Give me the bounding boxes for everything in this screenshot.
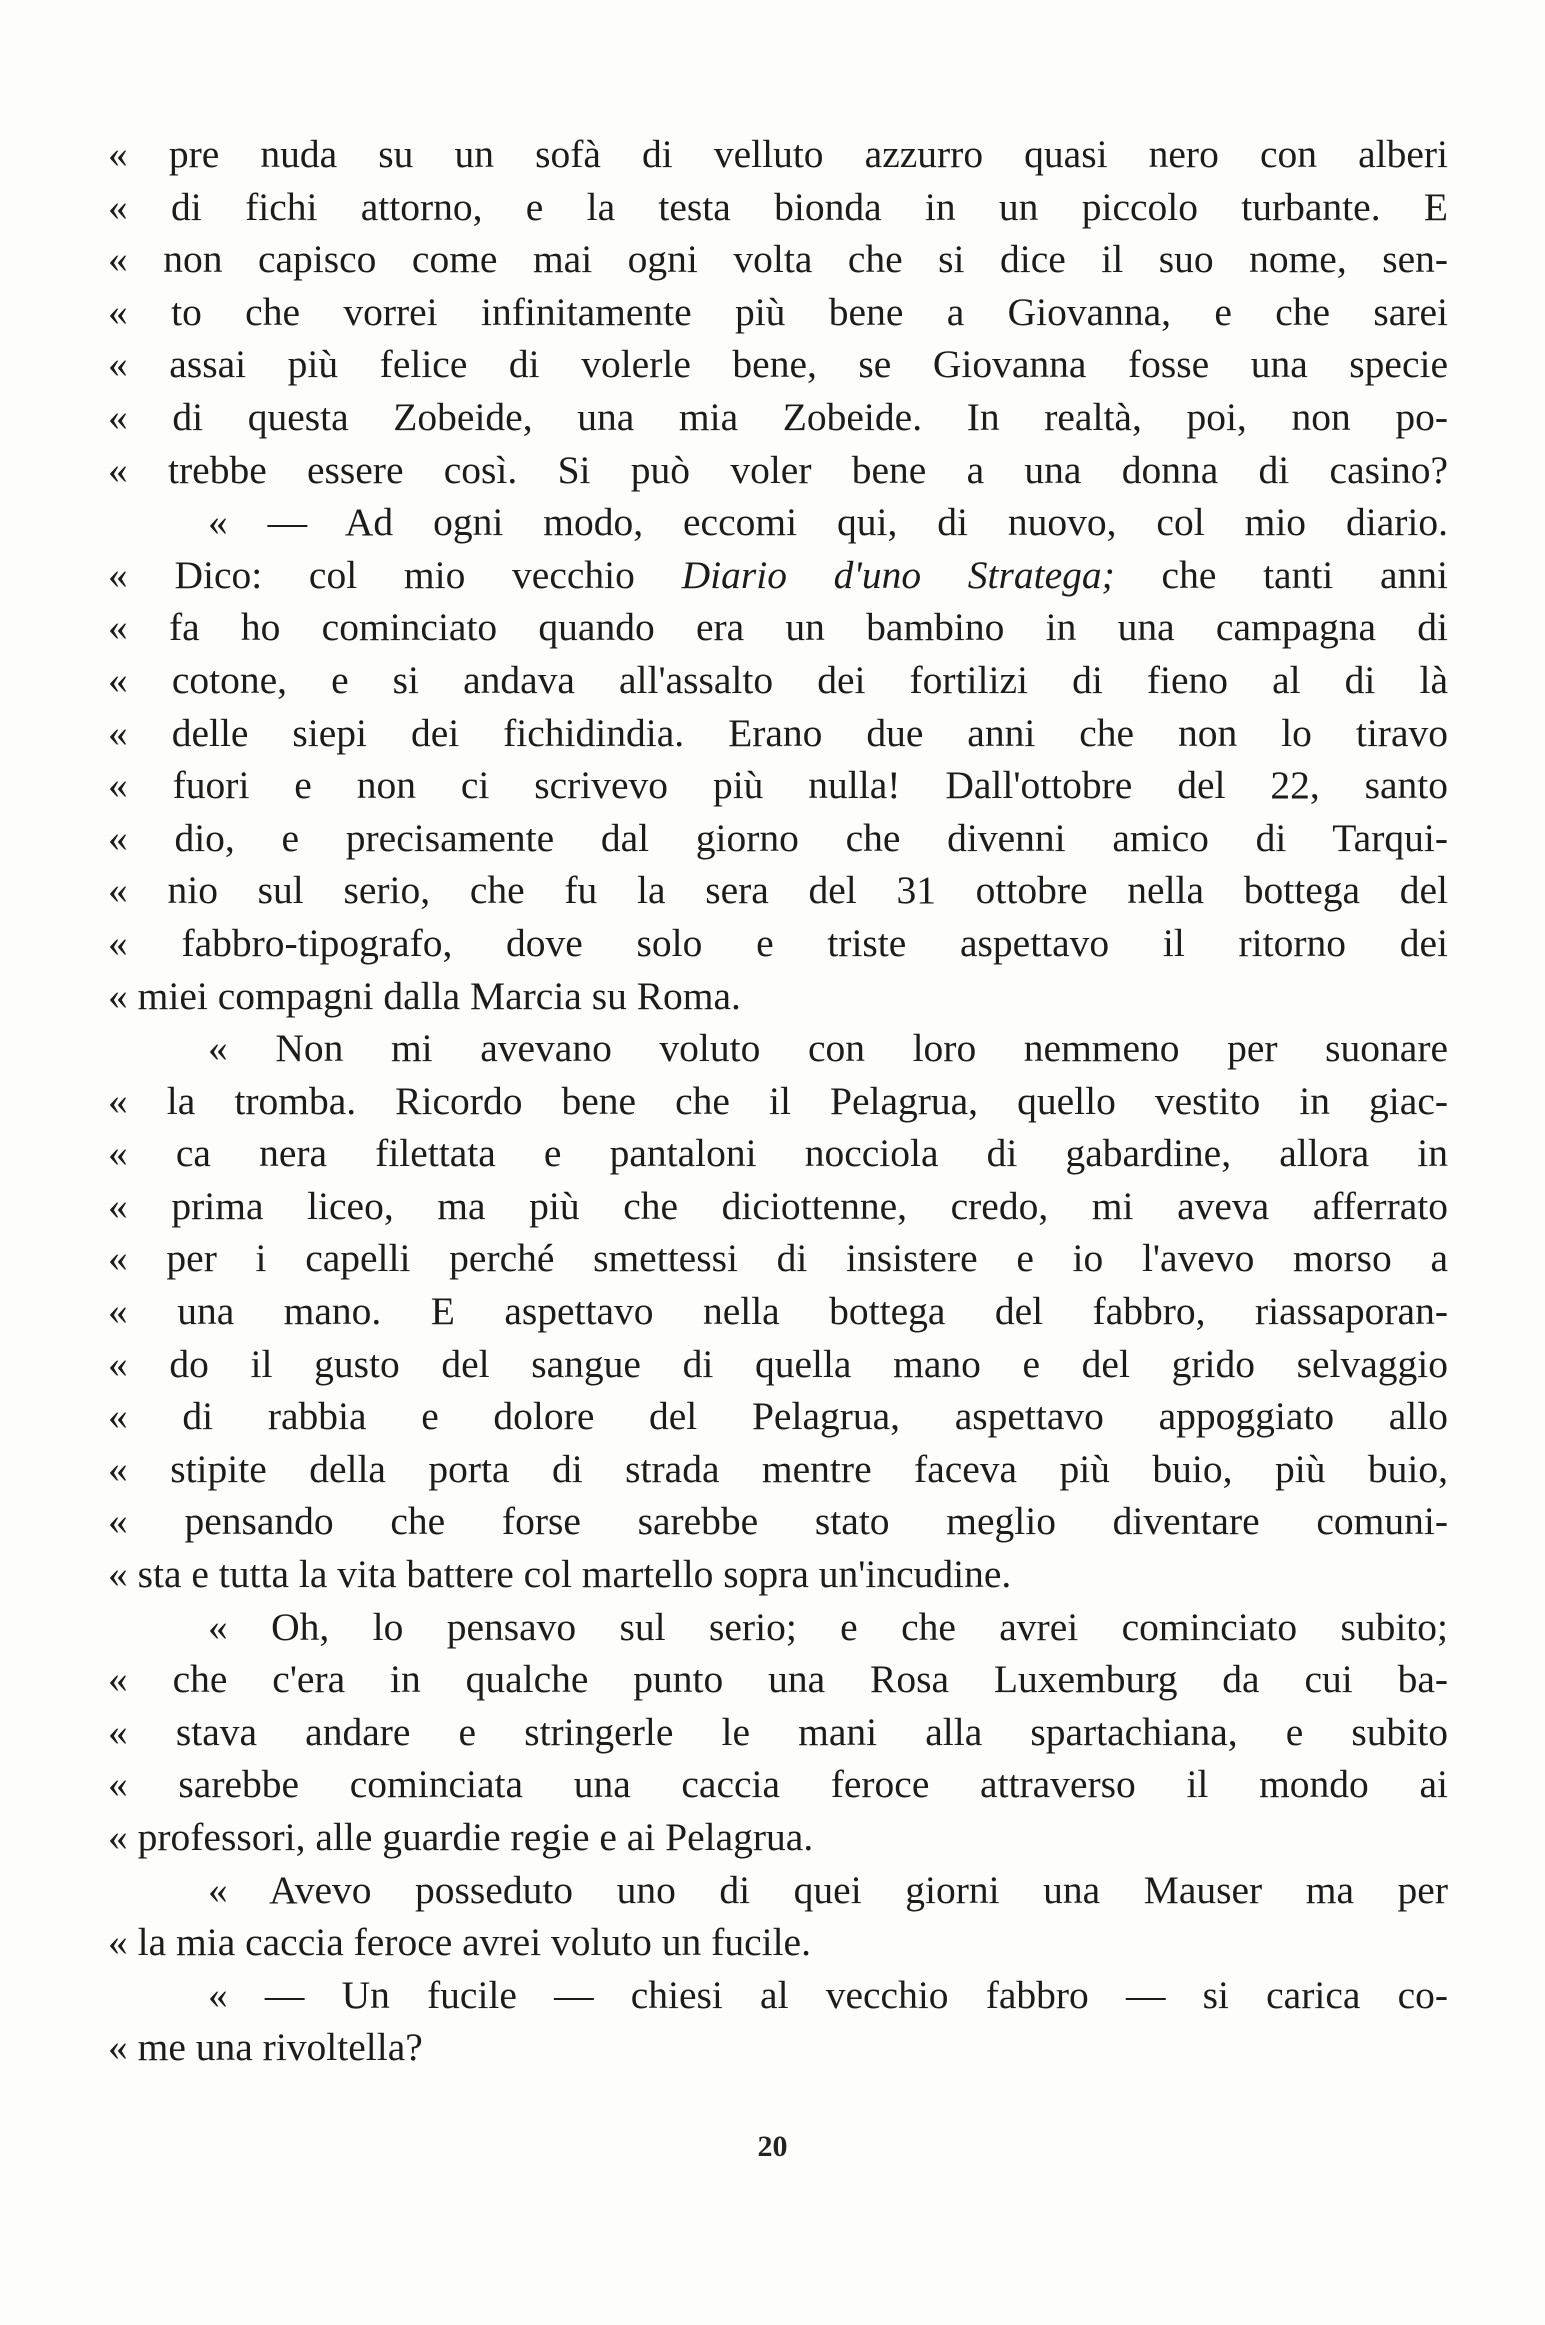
text-line: « fabbro-tipografo, dove solo e triste aspettavo il ritorno dei [108, 920, 1448, 965]
text-line: « miei compagni dalla Marcia su Roma. [108, 973, 741, 1018]
text-line: « fa ho cominciato quando era un bambino in una campagna di [108, 605, 1448, 650]
text-line: « professori, alle guardie regie e ai Pelagrua. [108, 1815, 814, 1859]
text-line: « — Ad ogni modo, eccomi qui, di nuovo, col mio diario. [208, 500, 1448, 545]
text-line: « la mia caccia feroce avrei voluto un fucile. [108, 1920, 811, 1965]
text-line: « — Un fucile — chiesi al vecchio fabbro — si carica co- [208, 1972, 1448, 2017]
text-line: « trebbe essere così. Si può voler bene a una donna di casino? [108, 447, 1448, 492]
body-text [108, 128, 1448, 2074]
text-line: « Oh, lo pensavo sul serio; e che avrei cominciato subito; [208, 1604, 1448, 1649]
text-line: « stipite della porta di strada mentre faceva più buio, più buio, [108, 1446, 1448, 1491]
text-line: « Avevo posseduto uno di quei giorni una Mauser ma per [208, 1867, 1448, 1912]
text-line: « delle siepi dei fichidindia. Erano due anni che non lo tiravo [108, 710, 1448, 755]
text-line: « una mano. E aspettavo nella bottega del fabbro, riassaporan- [108, 1289, 1448, 1334]
text-line: « di fichi attorno, e la testa bionda in un piccolo turbante. E [108, 184, 1448, 229]
text-line: « non capisco come mai ogni volta che si dice il suo nome, sen- [108, 237, 1448, 282]
text-fragment: che tanti anni [1114, 552, 1448, 597]
text-line: « nio sul serio, che fu la sera del 31 ottobre nella bottega del [108, 868, 1448, 913]
text-line: « la tromba. Ricordo bene che il Pelagrua, quello vestito in giac- [108, 1078, 1448, 1123]
text-line: « to che vorrei infinitamente più bene a Giovanna, e che sarei [108, 289, 1448, 334]
text-line: « ca nera filettata e pantaloni nocciola di gabardine, allora in [108, 1131, 1448, 1176]
text-fragment: « Dico: col mio vecchio [108, 552, 682, 597]
text-line: « pensando che forse sarebbe stato meglio diventare comuni- [108, 1499, 1448, 1544]
text-line: « do il gusto del sangue di quella mano e del grido selvaggio [108, 1341, 1448, 1386]
text-line: « dio, e precisamente dal giorno che divenni amico di Tarqui- [108, 815, 1448, 860]
text-line [108, 549, 1448, 602]
text-line: « pre nuda su un sofà di velluto azzurro quasi nero con alberi [108, 132, 1448, 176]
text-line: « sarebbe cominciata una caccia feroce attraverso il mondo ai [108, 1762, 1448, 1807]
text-line: « di rabbia e dolore del Pelagrua, aspettavo appoggiato allo [108, 1394, 1448, 1439]
text-line: « che c'era in qualche punto una Rosa Luxemburg da cui ba- [108, 1657, 1448, 1702]
text-line: « di questa Zobeide, una mia Zobeide. In realtà, poi, non po- [108, 394, 1448, 439]
italic-title: Diario d'uno Stratega; [681, 552, 1115, 597]
text-line: « per i capelli perché smettessi di insistere e io l'avevo morso a [108, 1236, 1448, 1281]
text-line: « stava andare e stringerle le mani alla spartachiana, e subito [108, 1709, 1448, 1754]
text-line: « assai più felice di volerle bene, se Giovanna fosse una specie [108, 342, 1448, 387]
text-line: « sta e tutta la vita battere col martello sopra un'incudine. [108, 1552, 1012, 1597]
text-line: « fuori e non ci scrivevo più nulla! Dall'ottobre del 22, santo [108, 763, 1448, 808]
text-line: « prima liceo, ma più che diciottenne, credo, mi aveva afferrato [108, 1183, 1448, 1228]
text-line: « cotone, e si andava all'assalto dei fortilizi di fieno al di là [108, 657, 1448, 702]
text-line: « Non mi avevano voluto con loro nemmeno per suonare [208, 1026, 1448, 1071]
text-line: « me una rivoltella? [108, 2025, 423, 2070]
page-number: 20 [757, 2130, 788, 2163]
